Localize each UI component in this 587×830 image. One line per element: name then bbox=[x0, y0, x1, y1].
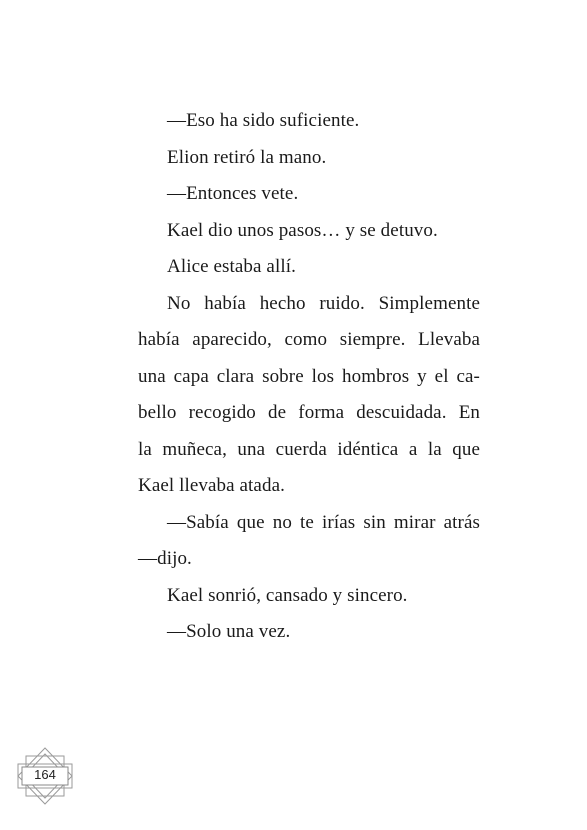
narration-line: Kael dio unos pasos… y se detuvo. bbox=[167, 219, 438, 241]
narration-line: Alice estaba allí. bbox=[167, 256, 296, 277]
paragraph-line: Kael llevaba atada. bbox=[138, 475, 285, 496]
paragraph-line: No había hecho ruido. Simplemente bbox=[167, 292, 480, 314]
dialogue-line: —Sabía que no te irías sin mirar atrás bbox=[167, 511, 480, 533]
page-number: 164 bbox=[34, 767, 56, 782]
narration-line: Elion retiró la mano. bbox=[167, 146, 327, 168]
paragraph-line: bello recogido de forma descuidada. En bbox=[138, 402, 480, 423]
paragraph-line: una capa clara sobre los hombros y el ca- bbox=[138, 365, 480, 387]
dialogue-line: —Solo una vez. bbox=[167, 621, 291, 642]
narration-line: Kael sonrió, cansado y sincero. bbox=[167, 584, 408, 606]
dialogue-line: —Entonces vete. bbox=[167, 183, 299, 204]
paragraph-line: había aparecido, como siempre. Llevaba bbox=[138, 329, 480, 350]
dialogue-line: —Eso ha sido suficiente. bbox=[167, 110, 360, 131]
dialogue-line: —dijo. bbox=[138, 548, 192, 569]
paragraph-line: la muñeca, una cuerda idéntica a la que bbox=[138, 438, 480, 460]
page-number-ornament bbox=[12, 746, 78, 806]
body-text bbox=[138, 103, 480, 651]
